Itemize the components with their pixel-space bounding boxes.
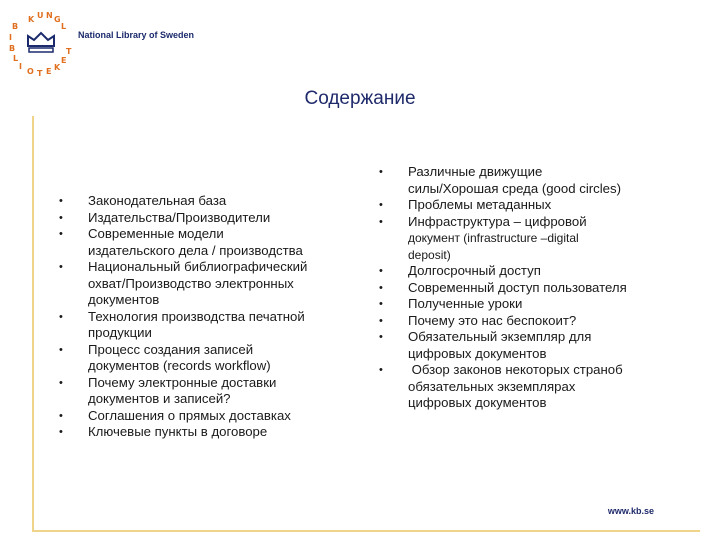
library-logo (6, 8, 76, 78)
list-item: • Различные движущие силы/Хорошая среда (good circles) (379, 164, 621, 196)
left-contents-list (56, 193, 356, 441)
bullet: • (59, 211, 63, 224)
list-item: • Инфраструктура – цифровой документ (infrastructure –digital deposit) (379, 213, 587, 262)
list-item: • Ключевые пункты в договоре (59, 424, 268, 439)
svg-text:I: I (9, 33, 12, 42)
list-item: • Долгосрочный доступ (379, 263, 541, 278)
list-item: • Законодательная база (59, 193, 227, 208)
bullet: • (59, 343, 63, 356)
right-contents-list (376, 164, 700, 412)
list-item: • Почему это нас беспокоит? (379, 312, 577, 328)
list-item: • Процесс создания записей документов (records workflow) (59, 341, 271, 373)
list-item: • Обязательный экземпляр для цифровых документов (379, 329, 592, 361)
svg-text:K: K (54, 63, 61, 72)
bullet: • (379, 298, 383, 310)
bullet: • (379, 215, 383, 228)
svg-text:O: O (27, 67, 34, 76)
list-item: • Соглашения о прямых доставках (59, 407, 291, 423)
list-item: • Издательства/Производители (59, 209, 271, 225)
library-name: National Library of Sweden (78, 30, 195, 40)
list-item: • Технология производства печатной продукции (59, 308, 305, 340)
bullet: • (379, 281, 383, 294)
bullet: • (59, 310, 63, 323)
svg-text:E: E (61, 56, 67, 65)
svg-text:E: E (46, 67, 52, 76)
svg-text:U: U (37, 11, 44, 20)
bullet: • (379, 314, 383, 327)
bullet: • (59, 426, 63, 438)
svg-text:T: T (37, 69, 43, 78)
svg-text:G: G (54, 15, 61, 24)
slide-title: Содержание (304, 88, 416, 109)
frame-bottom-line (32, 530, 700, 532)
bullet: • (59, 261, 63, 273)
list-item: • Почему электронные доставки документов и записей? (59, 374, 277, 406)
list-item: • Современные модели издательского дела / производства (59, 226, 303, 258)
svg-text:I: I (19, 62, 22, 71)
svg-text:L: L (13, 54, 19, 63)
bullet: • (59, 228, 63, 240)
svg-text:K: K (28, 15, 35, 24)
bullet: • (379, 364, 383, 376)
frame-left-line (32, 116, 34, 532)
bullet: • (379, 166, 383, 178)
bullet: • (59, 376, 63, 389)
list-item: • Современный доступ пользователя (379, 279, 627, 295)
crown-ring-logo-icon (6, 8, 76, 78)
svg-text:B: B (12, 22, 19, 31)
bullet: • (59, 409, 63, 422)
footer-url: www.kb.se (607, 506, 654, 516)
svg-text:B: B (9, 44, 16, 53)
list-item: • Полученные уроки (379, 296, 523, 311)
list-item: • Обзор законов некоторых страноб обязательных экземплярах цифровых документов (379, 362, 623, 410)
bullet: • (379, 331, 383, 343)
bullet: • (379, 265, 383, 277)
list-item: • Национальный библиографический охват/Производство электронных документов (59, 259, 308, 307)
svg-text:L: L (61, 22, 67, 31)
svg-text:T: T (66, 47, 72, 56)
list-item: • Проблемы метаданных (379, 197, 552, 212)
bullet: • (379, 199, 383, 211)
bullet: • (59, 195, 63, 207)
svg-text:N: N (46, 11, 53, 20)
